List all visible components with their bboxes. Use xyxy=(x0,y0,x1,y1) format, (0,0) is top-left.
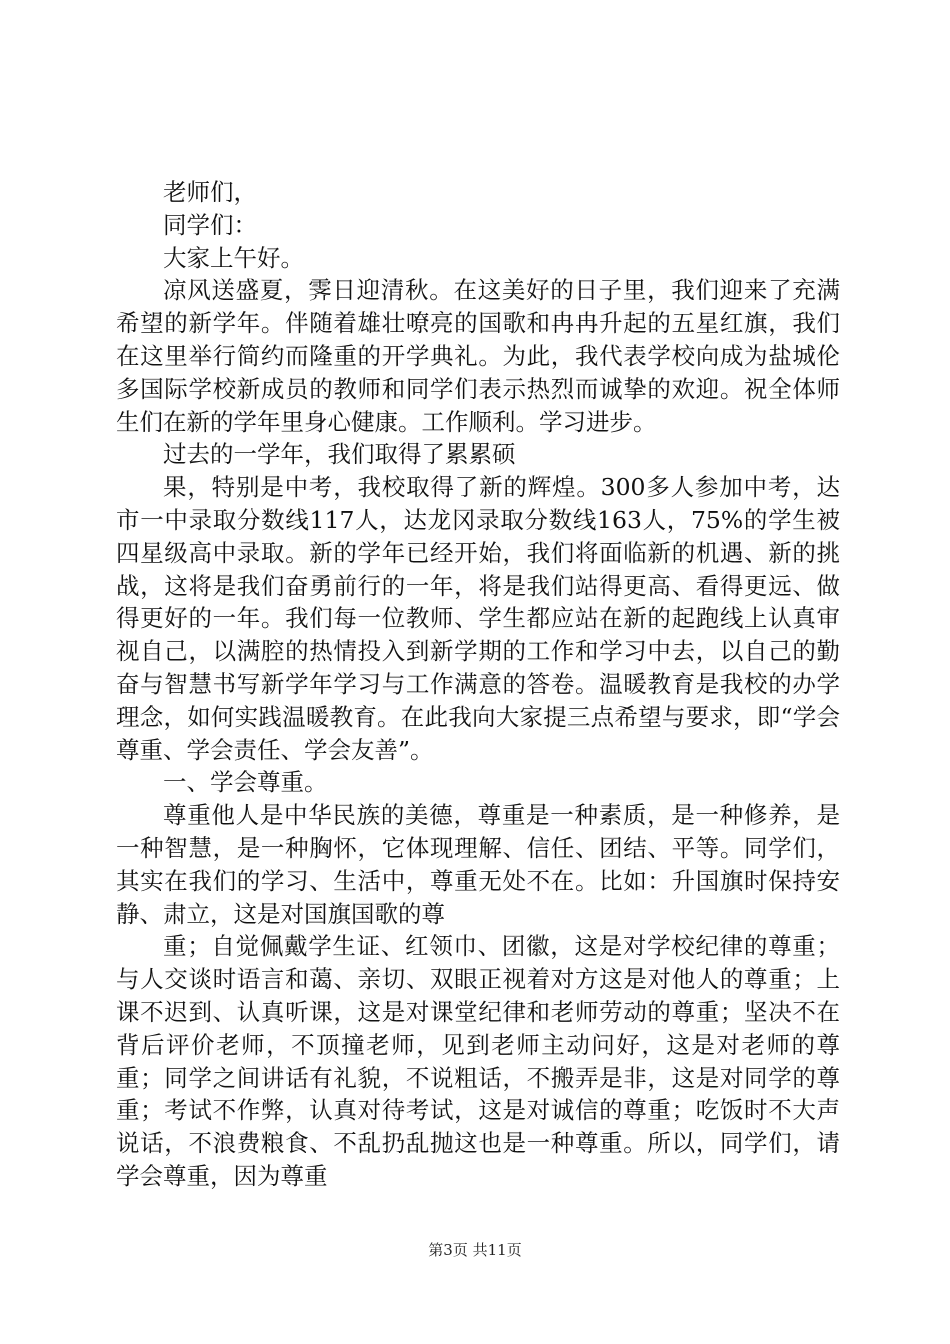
salutation-teachers: 老师们， xyxy=(163,178,257,206)
paragraph-achievements: 果，特别是中考，我校取得了新的辉煌。300多人参加中考，达市一中录取分数线117人，达龙冈录取分数线163人，75%的学生被四星级高中录取。新的学年已经开始，我们将面临新的机遇、新的挑战，这将是我们奋勇前行的一年，将是我们站得更高、看得更远、做得更好的一年。我们每一位教师、学生都应站在新的起跑线上认真审视自己，以满腔的热情投入到新学期的工作和学习中去，以自己的勤奋与智慧书写新学年学习与工作满意的答卷。温暖教育是我校的办学理念，如何实践温暖教育。在此我向大家提三点希望与要求，即“学会尊重、学会责任、学会友善”。 xyxy=(116,473,840,764)
greeting: 大家上午好。 xyxy=(163,243,304,272)
paragraph-past-year: 过去的一学年，我们取得了累累硕 xyxy=(163,440,516,469)
section-heading-respect: 一、学会尊重。 xyxy=(163,768,328,797)
salutation-students: 同学们： xyxy=(163,210,257,239)
paragraph-respect-examples: 重；自觉佩戴学生证、红领巾、团徽，这是对学校纪律的尊重；与人交谈时语言和蔼、亲切、双眼正视着对方这是对他人的尊重；上课不迟到、认真听课，这是对课堂纪律和老师劳动的尊重；坚决不在背后评价老师，不顶撞老师，见到老师主动问好，这是对老师的尊重；同学之间讲话有礼貌，不说粗话，不搬弄是非，这是对同学的尊重；考试不作弊，认真对待考试，这是对诚信的尊重；吃饭时不大声说话，不浪费粮食、不乱扔乱抛这也是一种尊重。所以，同学们，请学会尊重，因为尊重 xyxy=(116,932,840,1190)
document-body xyxy=(116,176,840,1193)
page-footer: 第3页 共11页 xyxy=(428,1241,522,1259)
paragraph-respect-intro: 尊重他人是中华民族的美德，尊重是一种素质，是一种修养，是一种智慧，是一种胸怀，它体现理解、信任、团结、平等。同学们，其实在我们的学习、生活中，尊重无处不在。比如：升国旗时保持安静、肃立，这是对国旗国歌的尊 xyxy=(116,801,840,928)
paragraph-opening: 凉风送盛夏，霁日迎清秋。在这美好的日子里，我们迎来了充满希望的新学年。伴随着雄壮嘹亮的国歌和冉冉升起的五星红旗，我们在这里举行简约而隆重的开学典礼。为此，我代表学校向成为盐城伦多国际学校新成员的教师和同学们表示热烈而诚挚的欢迎。祝全体师生们在新的学年里身心健康。工作顺利。学习进步。 xyxy=(116,276,840,436)
